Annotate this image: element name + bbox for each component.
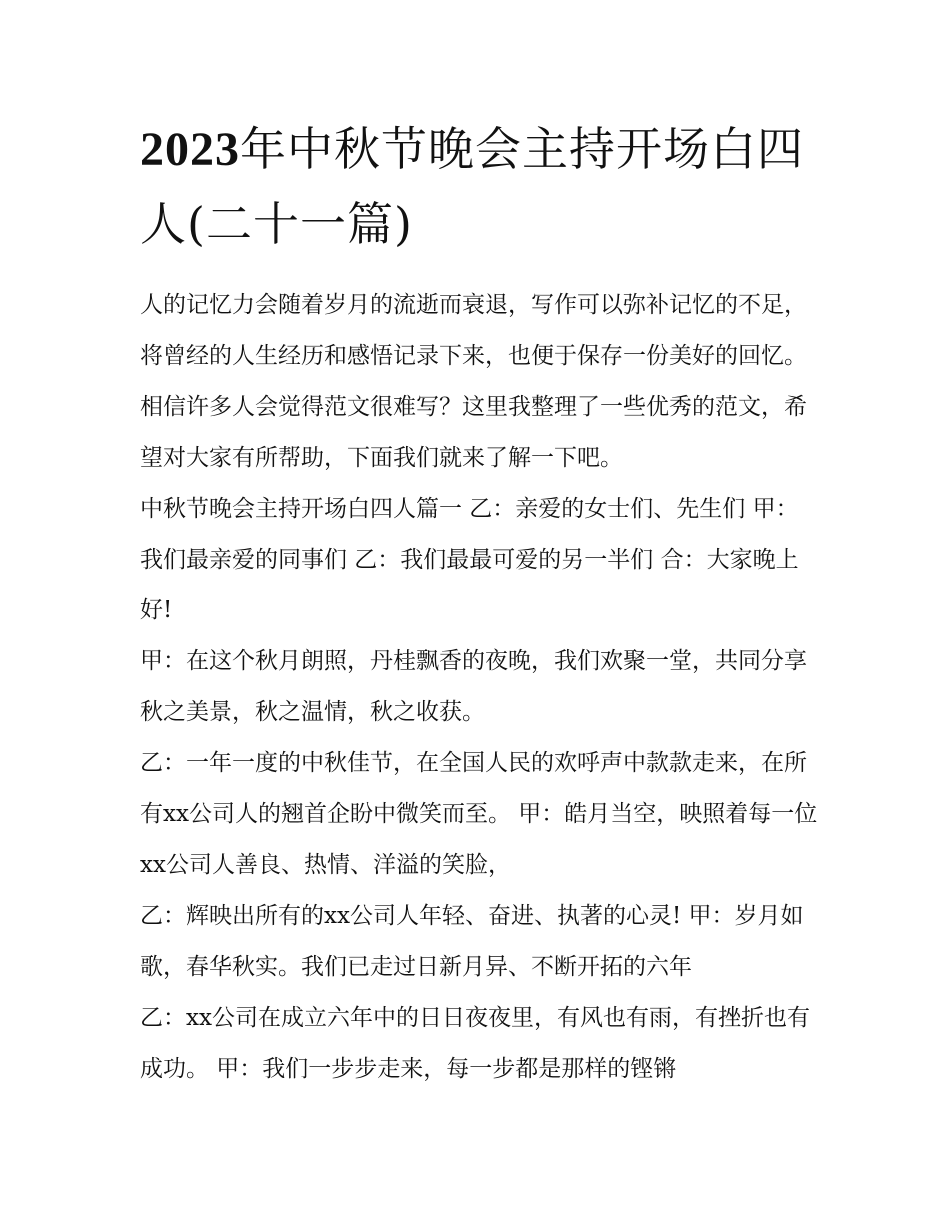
paragraph-dialogue-2: 甲：在这个秋月朗照，丹桂飘香的夜晚，我们欢聚一堂，共同分享秋之美景，秋之温情，秋之收获。: [140, 648, 807, 726]
paragraph-dialogue-5: 乙：xx公司在成立六年中的日日夜夜里，有风也有雨，有挫折也有成功。 甲：我们一步步走来，每一步都是那样的铿锵: [140, 1004, 810, 1082]
paragraph-intro: 人的记忆力会随着岁月的流逝而衰退，写作可以弥补记忆的不足，将曾经的人生经历和感悟记录下来，也便于保存一份美好的回忆。相信许多人会觉得范文很难写？这里我整理了一些优秀的范文，希望对大家有所帮助，下面我们就来了解一下吧。: [140, 292, 807, 471]
document-title: [140, 112, 820, 261]
paragraph-dialogue-4: 乙：辉映出所有的xx公司人年轻、奋进、执著的心灵! 甲：岁月如歌，春华秋实。我们已走过日新月异、不断开拓的六年: [140, 902, 804, 980]
paragraph-dialogue-1: 中秋节晚会主持开场白四人篇一 乙：亲爱的女士们、先生们 甲：我们最亲爱的同事们 乙：我们最最可爱的另一半们 合：大家晚上好!: [140, 495, 799, 624]
title-text: 年中秋节晚会主持开场白四人(二十一篇): [140, 122, 804, 251]
paragraph-dialogue-3: 乙：一年一度的中秋佳节，在全国人民的欢呼声中款款走来，在所有xx公司人的翘首企盼中微笑而至。 甲：皓月当空，映照着每一位xx公司人善良、热情、洋溢的笑脸，: [140, 750, 818, 878]
title-year: 2023: [140, 123, 240, 176]
document-body: [140, 280, 820, 1095]
